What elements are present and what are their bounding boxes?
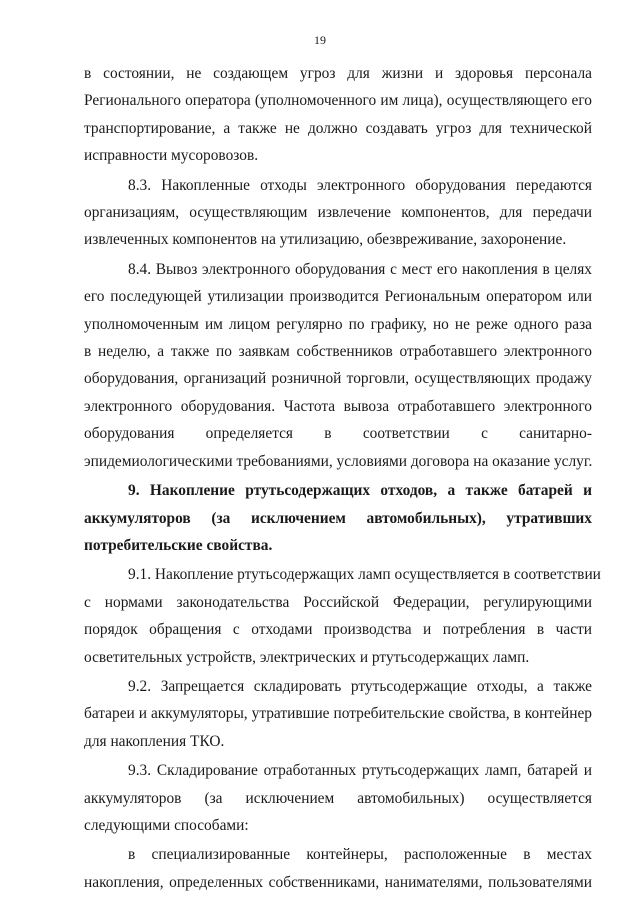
paragraph-8-4: [84, 256, 592, 475]
text-line: батареи и аккумуляторы, утратившие потребительские свойства, в контейнер: [84, 705, 592, 723]
text-line: 8.4. Вывоз электронного оборудования с мест его накопления в целях: [128, 260, 592, 278]
document-body: [84, 60, 601, 896]
text-line: для накопления ТКО.: [84, 732, 225, 750]
text-line: порядок обращения с отходами производства и потребления в части: [84, 621, 592, 639]
paragraph-9-3-item: [84, 841, 592, 896]
text-line: осветительных устройств, электрических и ртутьсодержащих ламп.: [84, 648, 530, 666]
heading-line: потребительские свойства.: [84, 536, 273, 554]
text-line: оборудования определяется в соответствии с санитарно-: [84, 425, 592, 443]
heading-line: 9. Накопление ртутьсодержащих отходов, а также батарей и: [128, 482, 592, 500]
text-line: накопления, определенных собственниками, нанимателями, пользователями: [84, 873, 592, 891]
paragraph-continuation: [84, 60, 592, 170]
text-line: его последующей утилизации производится Региональным оператором или: [84, 288, 592, 306]
page-number: 19: [314, 33, 326, 47]
section-heading-9: [84, 477, 592, 559]
text-line: оборудования, организаций розничной торговли, осуществляющих продажу: [84, 370, 592, 388]
paragraph-8-3: [84, 172, 592, 254]
text-line: эпидемиологическими требованиями, условиями договора на оказание услуг.: [84, 452, 593, 470]
text-line: транспортирование, а также не должно создавать угроз для технической: [84, 119, 592, 137]
text-line: уполномоченным им лицом регулярно по графику, но не реже одного раза: [84, 315, 592, 333]
heading-line: аккумуляторов (за исключением автомобильных), утративших: [84, 509, 592, 527]
text-line: электронного оборудования. Частота вывоза отработавшего электронного: [84, 397, 592, 415]
text-line: аккумуляторов (за исключением автомобильных) осуществляется: [84, 789, 592, 807]
text-line: с нормами законодательства Российской Федерации, регулирующими: [84, 593, 592, 611]
text-line: исправности мусоровозов.: [84, 147, 259, 165]
text-line: в состоянии, не создающем угроз для жизни и здоровья персонала: [84, 65, 592, 82]
text-line: следующими способами:: [84, 816, 249, 834]
text-line: организациям, осуществляющим извлечение компонентов, для передачи: [84, 204, 592, 222]
text-line: 9.1. Накопление ртутьсодержащих ламп осуществляется в соответствии: [128, 566, 601, 584]
text-line: 9.2. Запрещается складировать ртутьсодержащие отходы, а также: [128, 677, 592, 695]
text-line: Регионального оператора (уполномоченного им лица), осуществляющего его: [84, 92, 592, 110]
text-line: в специализированные контейнеры, расположенные в местах: [128, 846, 592, 864]
text-line: 9.3. Складирование отработанных ртутьсодержащих ламп, батарей и: [128, 762, 592, 780]
text-line: в неделю, а также по заявкам собственников отработавшего электронного: [84, 343, 592, 361]
text-line: извлеченных компонентов на утилизацию, обезвреживание, захоронение.: [84, 231, 567, 249]
text-line: 8.3. Накопленные отходы электронного оборудования передаются: [128, 176, 592, 194]
paragraph-9-1: [84, 561, 601, 671]
paragraph-9-3: [84, 757, 592, 839]
paragraph-9-2: [84, 673, 592, 755]
